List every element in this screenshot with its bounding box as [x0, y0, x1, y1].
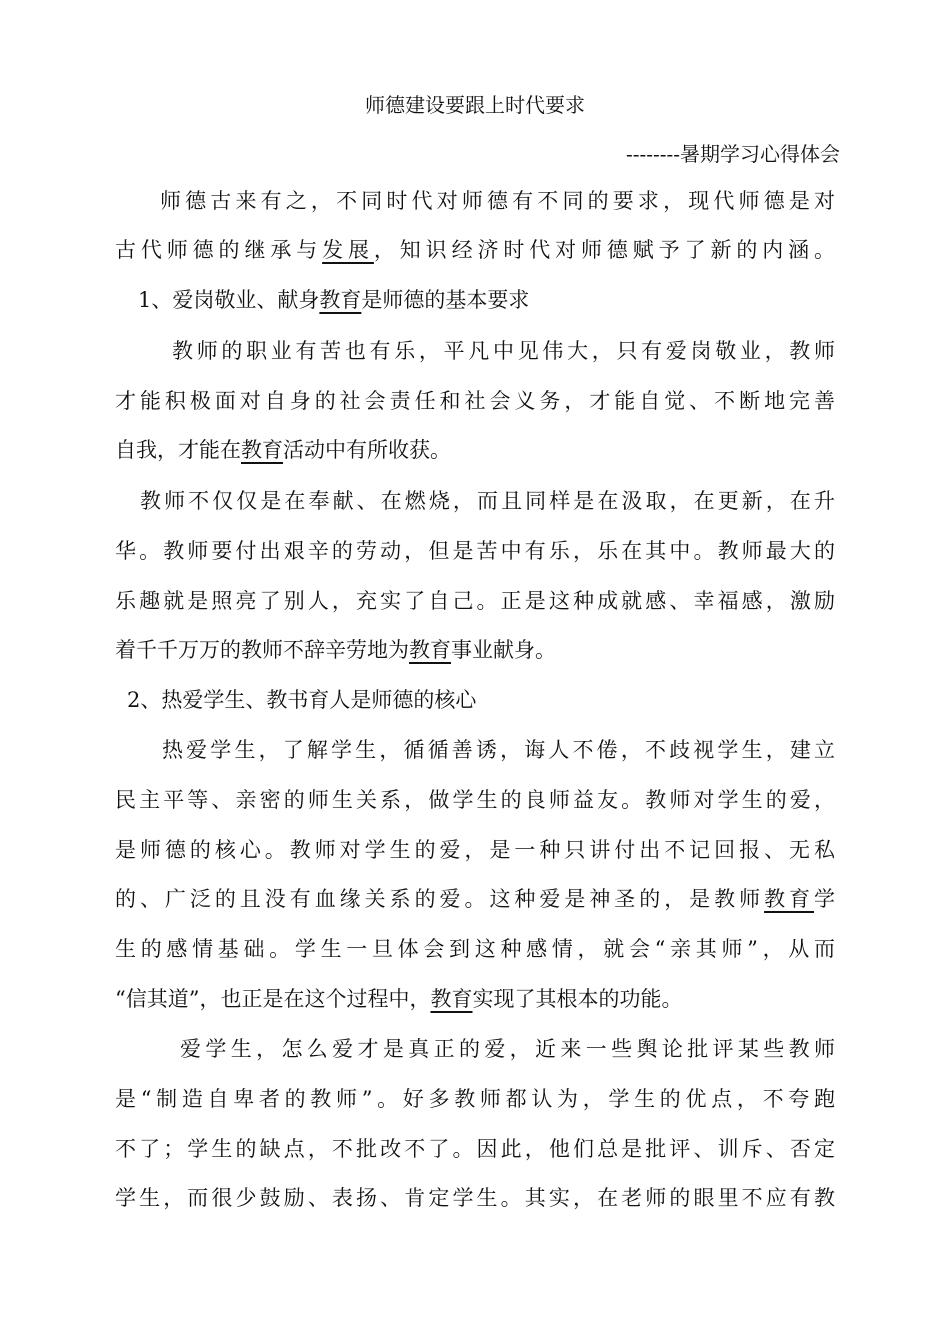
para3-line-6: “信其道”，也正是在这个过程中，教育实现了其根本的功能。 — [115, 987, 683, 1011]
section-heading-1: 1、爱岗敬业、献身教育是师德的基本要求 — [138, 288, 530, 312]
para1-line-3: 自我，才能在教育活动中有所收获。 — [115, 438, 451, 462]
para3-line-2: 民主平等、亲密的师生关系，做学生的良师益友。教师对学生的爱， — [115, 788, 835, 812]
intro-line-1: 师德古来有之，不同时代对师德有不同的要求，现代师德是对 — [160, 189, 835, 213]
para2-line-1: 教师不仅仅是在奉献、在燃烧，而且同样是在汲取，在更新，在升 — [140, 489, 835, 513]
document-title: 师德建设要跟上时代要求 — [365, 93, 585, 117]
para4-line-3: 不了；学生的缺点，不批改不了。因此，他们总是批评、训斥、否定 — [115, 1137, 835, 1161]
intro-line-2: 古代师德的继承与发展，知识经济时代对师德赋予了新的内涵。 — [115, 238, 836, 262]
para1-line-2: 才能积极面对自身的社会责任和社会义务，才能自觉、不断地完善 — [115, 389, 835, 413]
para4-line-2: 是“制造自卑者的教师”。好多教师都认为，学生的优点，不夸跑 — [115, 1087, 835, 1111]
document-subtitle: --------暑期学习心得体会 — [625, 142, 840, 166]
para2-line-4: 着千千万万的教师不辞辛劳地为教育事业献身。 — [115, 638, 556, 662]
para3-line-1: 热爱学生，了解学生，循循善诱，诲人不倦，不歧视学生，建立 — [162, 738, 835, 762]
para1-line-1: 教师的职业有苦也有乐，平凡中见伟大，只有爱岗敬业，教师 — [172, 339, 835, 363]
para2-line-2: 华。教师要付出艰辛的劳动，但是苦中有乐，乐在其中。教师最大的 — [115, 539, 835, 563]
section-heading-2: 2、热爱学生、教书育人是师德的核心 — [127, 688, 477, 712]
para3-line-3: 是师德的核心。教师对学生的爱，是一种只讲付出不记回报、无私 — [115, 838, 835, 862]
para2-line-3: 乐趣就是照亮了别人，充实了自己。正是这种成就感、幸福感，激励 — [115, 589, 835, 613]
para4-line-1: 爱学生，怎么爱才是真正的爱，近来一些舆论批评某些教师 — [180, 1037, 835, 1061]
para3-line-4: 的、广泛的且没有血缘关系的爱。这种爱是神圣的，是教师教育学 — [115, 887, 836, 911]
para4-line-4: 学生，而很少鼓励、表扬、肯定学生。其实，在老师的眼里不应有教 — [115, 1186, 835, 1210]
para3-line-5: 生的感情基础。学生一旦体会到这种感情，就会“亲其师”，从而 — [115, 937, 835, 961]
